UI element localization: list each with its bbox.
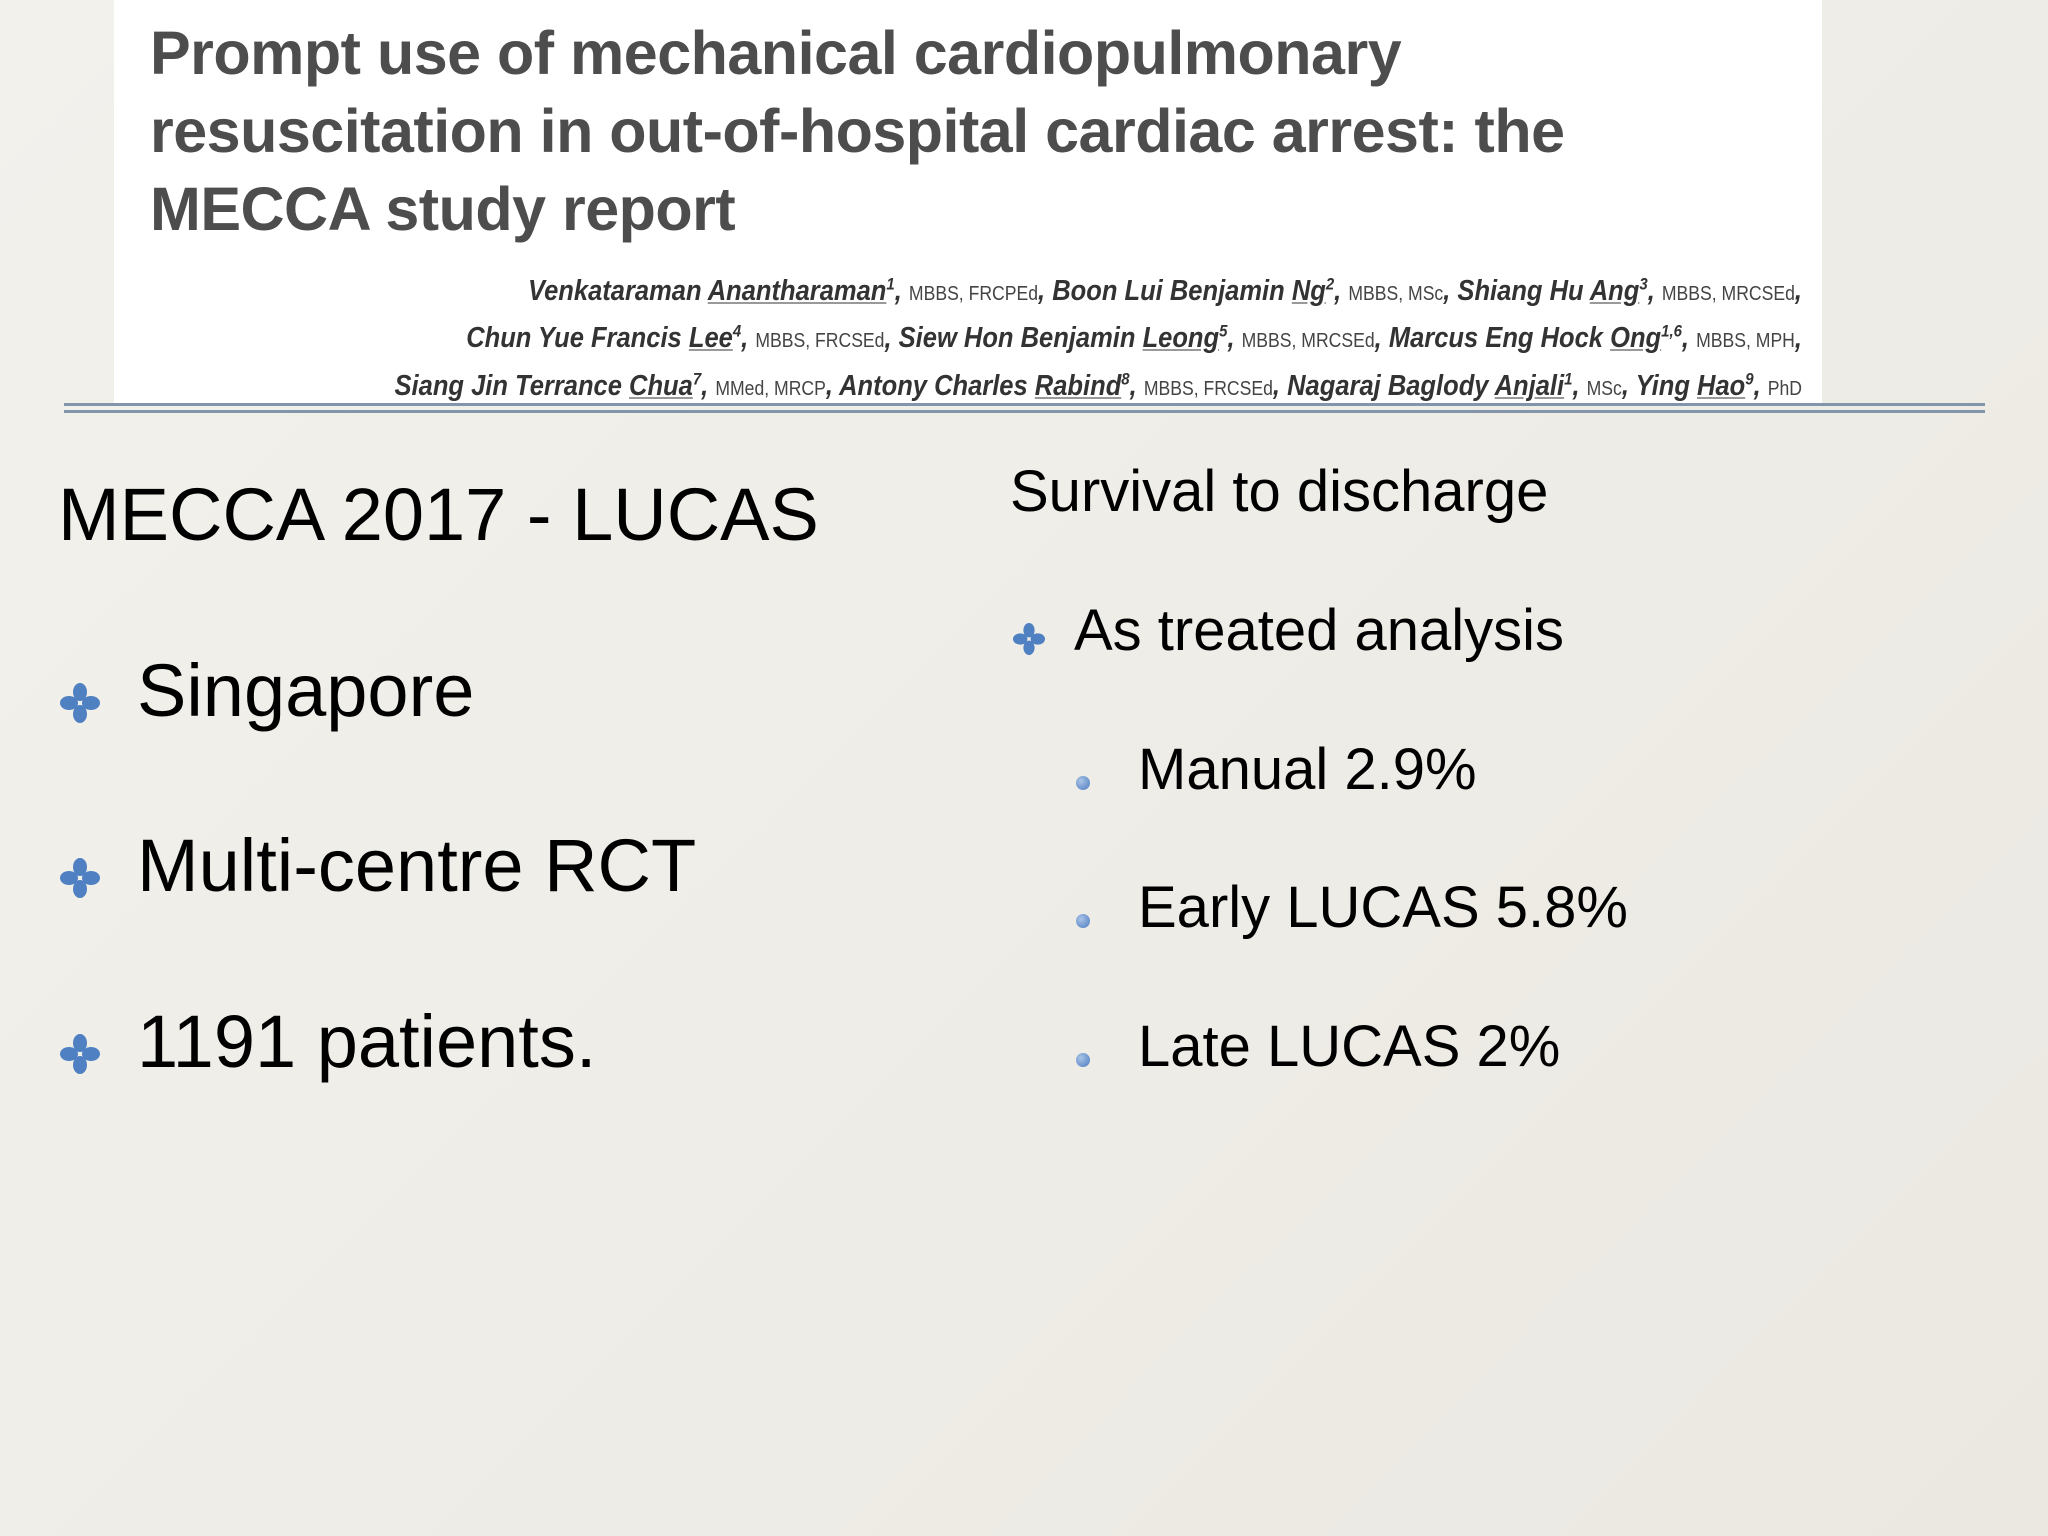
paper-title-line: MECCA study report [150,175,736,243]
paper-authors: Venkataraman Anantharaman$^1$, MBBS, FRCPEd, Boon Lui Benjamin Ng$^2$, MBBS, MSc, Shiang Hu Ang$^3$, MBBS, MRCSEd, Chun Yue Francis Lee$^4$, MBBS, FRCSEd, Siew Hon Benjamin Leong$^5$, MBBS, MRCSEd, Marcus Eng Hock Ong$^{1,6}$, MBBS, MPH, Siang Jin Terrance Chua$^7$, MMed, MRCP, Antony Charles Rabind$^8$, MBBS, FRCSEd, Nagaraj Baglody Anjali$^1$, MSc, Ying Hao$^9$, PhD [394,274,1802,402]
author-surname: Leong [1142,322,1220,355]
clover-bullet-icon [60,683,100,723]
divider-line [64,403,1985,406]
author-given-name: Antony Charles [839,369,1028,402]
author-degrees: MBBS, FRCSEd [1143,377,1273,400]
author-surname: Ng [1291,274,1326,307]
dot-bullet-icon [1076,776,1090,790]
paper-title-line: Prompt use of mechanical cardiopulmonary [150,19,1402,87]
author-given-name: Siang Jin Terrance [394,369,622,402]
author-given-name: Siew Hon Benjamin [898,322,1136,355]
slide-heading-right: Survival to discharge [1010,459,1549,524]
clover-bullet-icon [1013,623,1045,655]
author-surname: Ang [1589,274,1640,307]
author-affiliation: 5 [1219,321,1228,341]
author: Chun Yue Francis Lee$^4$, MBBS, FRCSEd [466,321,885,355]
author: Nagaraj Baglody Anjali$^1$, MSc [1287,369,1622,402]
author: Ying Hao$^9$, PhD [1635,369,1802,402]
bullet-multicentre-rct: Multi-centre RCT [137,824,697,907]
author-surname: Chua [629,369,693,402]
author-degrees: MBBS, FRCPEd [908,282,1039,305]
author-affiliation: 8 [1121,369,1130,389]
author-given-name: Boon Lui Benjamin [1052,274,1285,307]
paper-title-line: resuscitation in out-of-hospital cardiac arrest: the [150,97,1565,165]
author-surname: Anantharaman [707,274,887,307]
author-affiliation: 2 [1325,274,1335,293]
author-given-name: Ying [1635,369,1690,402]
author-affiliation: 1 [1564,369,1573,389]
author-degrees: MMed, MRCP [715,377,826,400]
author-given-name: Marcus Eng Hock [1388,322,1603,355]
bullet-patients: 1191 patients. [137,1000,597,1083]
author-degrees: MBBS, MRCSEd [1661,282,1795,305]
author-degrees: MSc [1586,377,1622,400]
clover-bullet-icon [60,1034,100,1074]
author-given-name: Venkataraman [528,274,702,307]
author-affiliation: 9 [1745,369,1754,389]
author-surname: Lee [688,322,733,355]
author-given-name: Shiang Hu [1457,274,1584,307]
author-affiliation: 4 [732,321,742,341]
slide-heading-left: MECCA 2017 - LUCAS [58,473,819,556]
paper-header-image [114,0,1822,405]
author: Antony Charles Rabind$^8$, MBBS, FRCSEd [839,369,1273,402]
author-degrees: MBBS, MPH [1696,330,1795,353]
author-given-name: Chun Yue Francis [466,322,682,355]
author-surname: Rabind [1034,369,1122,402]
author: Boon Lui Benjamin Ng$^2$, MBBS, MSc [1052,274,1444,307]
sub-bullet-late-lucas: Late LUCAS 2% [1138,1014,1561,1079]
author-given-name: Nagaraj Baglody [1287,369,1489,402]
author-affiliation: 7 [692,369,702,389]
author-surname: Anjali [1494,369,1565,402]
author-affiliation: 1 [886,274,895,293]
author-affiliation: 3 [1639,274,1648,293]
paper-title [150,14,1565,248]
author-degrees: MBBS, MSc [1348,282,1444,305]
author-surname: Ong [1610,322,1662,355]
author-surname: Hao [1697,369,1746,402]
bullet-singapore: Singapore [137,649,475,732]
author-degrees: MBBS, MRCSEd [1241,330,1375,353]
author: Siew Hon Benjamin Leong$^5$, MBBS, MRCSEd [898,321,1375,355]
author: Shiang Hu Ang$^3$, MBBS, MRCSEd [1457,274,1795,307]
author-degrees: MBBS, FRCSEd [755,330,885,353]
divider-line [64,410,1985,413]
author-affiliation: 1,6 [1661,321,1682,341]
author: Venkataraman Anantharaman$^1$, MBBS, FRCPEd [528,274,1039,307]
dot-bullet-icon [1076,914,1090,928]
author: Siang Jin Terrance Chua$^7$, MMed, MRCP [394,369,826,402]
clover-bullet-icon [60,858,100,898]
author-degrees: PhD [1767,377,1802,400]
dot-bullet-icon [1076,1053,1090,1067]
sub-bullet-manual: Manual 2.9% [1138,737,1477,802]
bullet-as-treated: As treated analysis [1074,598,1565,663]
author: Marcus Eng Hock Ong$^{1,6}$, MBBS, MPH [1388,321,1795,355]
sub-bullet-early-lucas: Early LUCAS 5.8% [1138,875,1628,940]
